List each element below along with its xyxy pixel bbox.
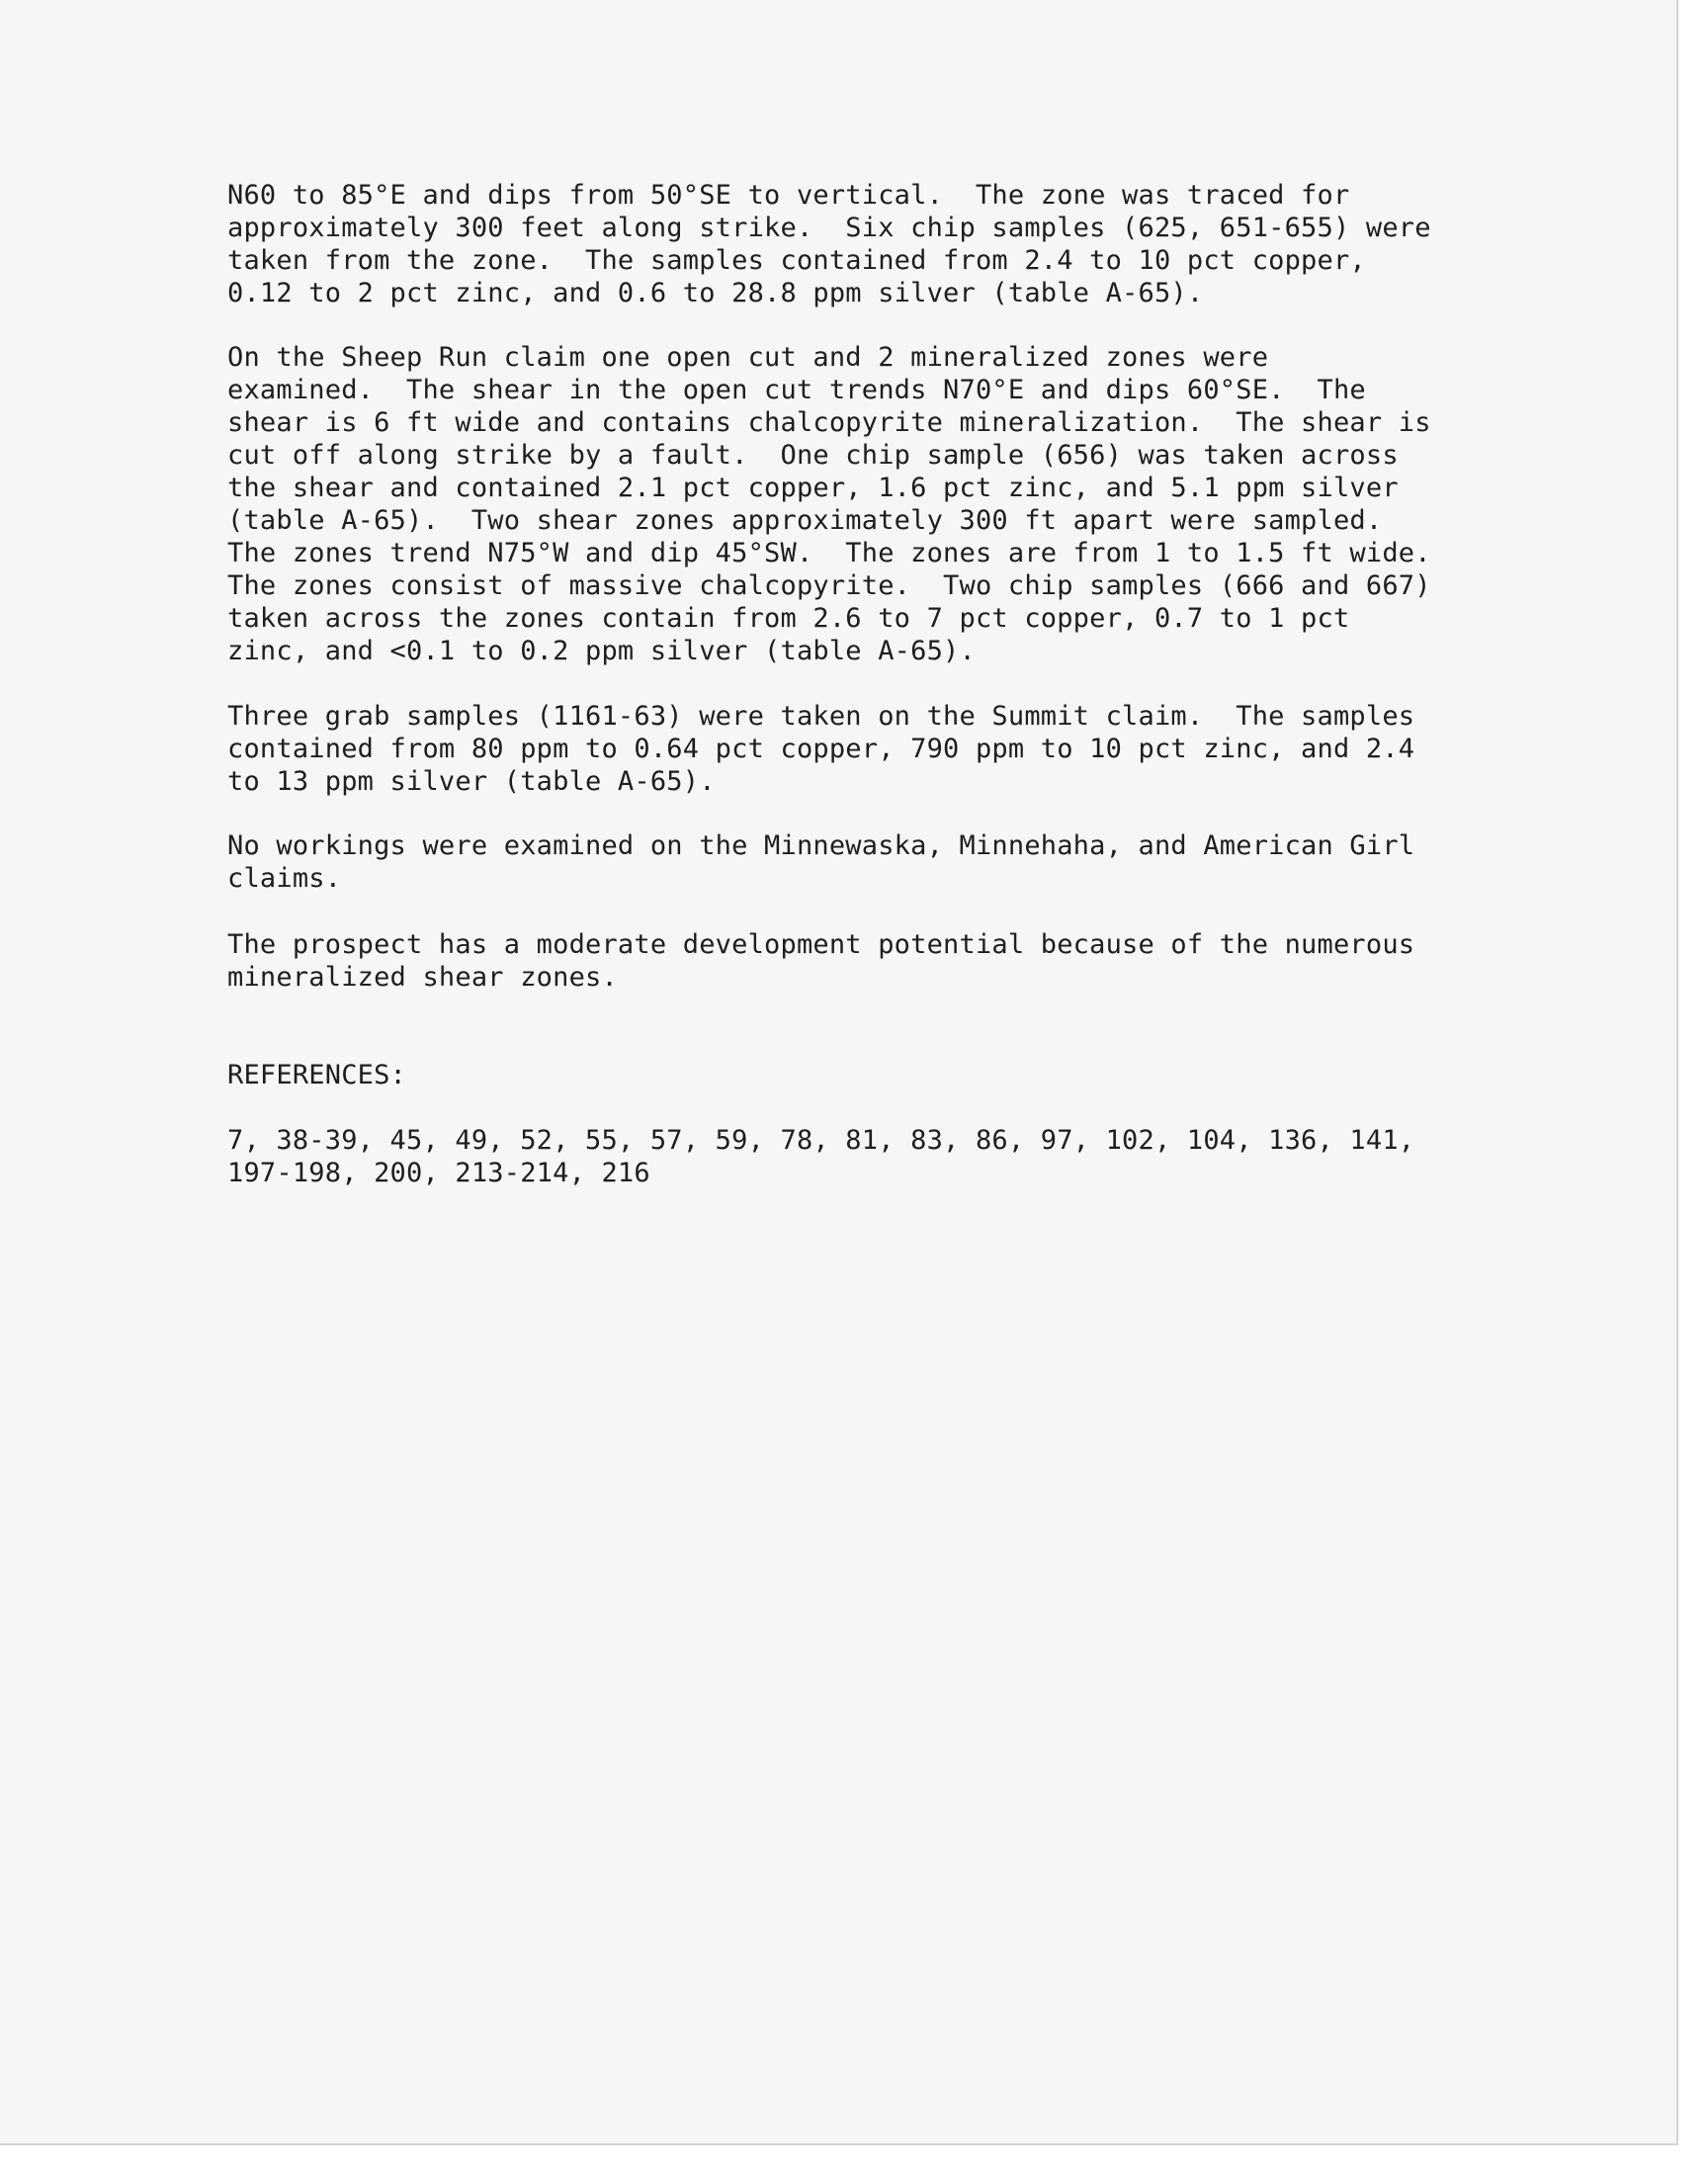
paragraph-sheep-run-claim: On the Sheep Run claim one open cut and 2 mineralized zones were examined. The shear in the open cut trends N70°E and dips 60°SE. The shear is 6 ft wide and contains chalcopyrite mineralization. The shear is cut off along strike by a fault. One chip sample (656) was taken across the shear and contained 2.1 pct copper, 1.6 pct zinc, and 5.1 ppm silver (table A-65). Two shear zones approximately 300 ft apart were sampled. The zones trend N75°W and dip 45°SW. The zones are from 1 to 1.5 ft wide. The zones consist of massive chalcopyrite. Two chip samples (666 and 667) taken across the zones contain from 2.6 to 7 pct copper, 0.7 to 1 pct zinc, and <0.1 to 0.2 ppm silver (table A-65). bbox=[227, 342, 1431, 666]
references-heading: REFERENCES: bbox=[227, 1060, 407, 1090]
references-list: 7, 38-39, 45, 49, 52, 55, 57, 59, 78, 81, 83, 86, 97, 102, 104, 136, 141, 197-198, 200, 213-214, 216 bbox=[227, 1125, 1415, 1188]
paragraph-other-claims: No workings were examined on the Minnewaska, Minnehaha, and American Girl claims. bbox=[227, 830, 1415, 894]
paragraph-summit-claim: Three grab samples (1161-63) were taken on the Summit claim. The samples contained from 80 ppm to 0.64 pct copper, 790 ppm to 10 pct zinc, and 2.4 to 13 ppm silver (table A-65). bbox=[227, 701, 1415, 797]
paragraph-zone-description: N60 to 85°E and dips from 50°SE to vertical. The zone was traced for approximately 300 feet along strike. Six chip samples (625, 651-655) were taken from the zone. The samples contained from 2.4 to 10 pct copper, 0.12 to 2 pct zinc, and 0.6 to 28.8 ppm silver (table A-65). bbox=[227, 180, 1431, 308]
paragraph-development-potential: The prospect has a moderate development potential because of the numerous mineralized shear zones. bbox=[227, 929, 1415, 993]
